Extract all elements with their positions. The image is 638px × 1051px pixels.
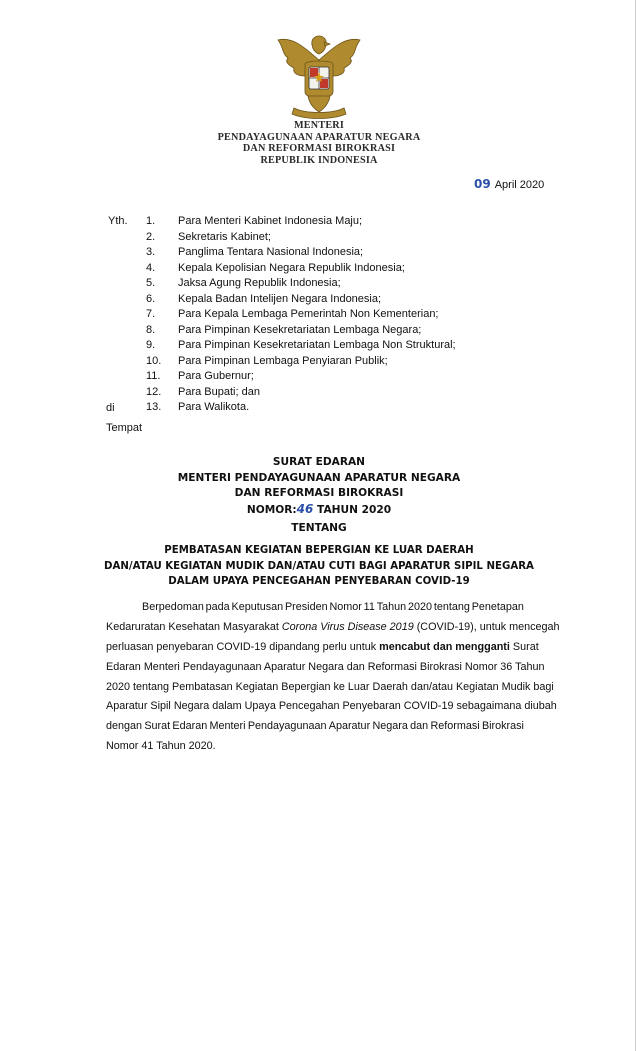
recipient-number: 9.: [146, 339, 156, 351]
title-line: SURAT EDARAN: [272, 456, 366, 468]
recipient-item: [146, 401, 456, 417]
recipient-item: [146, 215, 456, 231]
recipient-number: 12.: [146, 385, 162, 398]
recipient-number: 3.: [146, 246, 156, 258]
recipient-item: [146, 231, 456, 247]
tempat-label: Tempat: [106, 422, 143, 434]
word: Negara: [372, 720, 408, 733]
word: Reformasi: [430, 720, 480, 733]
recipient-number: 2.: [146, 230, 156, 243]
date-month-year: April 2020: [494, 179, 545, 191]
word: Berpedoman: [142, 601, 204, 613]
word: Edaran: [172, 720, 208, 733]
letterhead-line: REPUBLIK INDONESIA: [260, 154, 378, 166]
recipient-text: Sekretaris Kabinet;: [178, 230, 271, 243]
recipient-number: 11.: [146, 370, 161, 382]
recipient-text: Jaksa Agung Republik Indonesia;: [178, 277, 341, 289]
word: 2020: [407, 601, 432, 613]
word: dengan: [106, 720, 143, 733]
word: Tahun: [376, 601, 407, 613]
date-day-handwritten: 09: [474, 177, 491, 191]
recipient-text: Para Gubernur;: [178, 370, 254, 382]
document-title: [0, 455, 638, 517]
body-line: 2020 tentang Pembatasan Kegiatan Bepergian ke Luar Daerah dan/atau Kegiatan Mudik bagi: [106, 680, 554, 693]
word: Presiden: [284, 601, 328, 613]
word: Pendayagunaan: [247, 720, 327, 733]
word: 11: [363, 601, 375, 613]
word: tentang: [433, 601, 470, 613]
text-run: Surat: [509, 640, 539, 653]
recipient-text: Para Menteri Kabinet Indonesia Maju;: [178, 215, 363, 227]
recipient-item: [146, 277, 456, 293]
letterhead-line: DAN REFORMASI BIROKRASI: [242, 143, 396, 155]
text-run: Kedaruratan Kesehatan Masyarakat: [106, 620, 282, 633]
yth-label: Yth.: [108, 215, 128, 227]
recipient-text: Para Pimpinan Lembaga Penyiaran Publik;: [178, 354, 388, 367]
recipient-item: [146, 324, 456, 340]
text-run: (COVID-19), untuk mencegah: [413, 620, 560, 633]
word: Nomor: [329, 601, 362, 613]
recipient-item: [146, 370, 456, 386]
recipient-number: 8.: [146, 323, 156, 336]
nomor-suffix: TAHUN 2020: [313, 503, 392, 516]
title-line: MENTERI PENDAYAGUNAAN APARATUR NEGARA: [177, 471, 461, 484]
word: Penetapan: [471, 601, 524, 613]
recipient-item: [146, 246, 456, 262]
body-line: Nomor 41 Tahun 2020.: [106, 740, 216, 753]
bold-term: mencabut dan mengganti: [379, 640, 510, 653]
recipient-item: [146, 308, 456, 324]
title-line: DAN REFORMASI BIROKRASI: [234, 487, 404, 500]
subject-heading: [0, 543, 638, 590]
body-line: [106, 618, 560, 638]
word: Keputusan: [231, 601, 284, 613]
nomor-number-handwritten: 46: [296, 501, 314, 516]
nomor-line: [0, 502, 638, 518]
recipient-text: Para Kepala Lembaga Pemerintah Non Kementerian;: [178, 308, 439, 320]
recipient-item: [146, 355, 456, 371]
word: Surat: [144, 720, 171, 733]
recipient-number: 4.: [146, 261, 156, 274]
word: Menteri: [209, 720, 246, 733]
word: dan: [410, 720, 429, 733]
tentang-heading: TENTANG: [291, 522, 347, 534]
body-paragraph: [106, 598, 560, 757]
subject-line: DAN/ATAU KEGIATAN MUDIK DAN/ATAU CUTI BAGI APARATUR SIPIL NEGARA: [104, 560, 534, 572]
recipient-text: Para Pimpinan Kesekretariatan Lembaga Non Struktural;: [178, 339, 456, 351]
di-label: di: [106, 402, 115, 414]
word: Aparatur: [328, 720, 371, 733]
recipient-item: [146, 262, 456, 278]
recipient-item: [146, 293, 456, 309]
word: Birokrasi: [481, 720, 524, 733]
letterhead-line: MENTERI: [293, 120, 345, 131]
recipient-number: 7.: [146, 308, 156, 320]
letterhead-line: PENDAYAGUNAAN APARATUR NEGARA: [217, 131, 421, 143]
nomor-prefix: NOMOR:: [246, 503, 297, 516]
recipient-text: Kepala Kepolisian Negara Republik Indonesia;: [178, 261, 405, 274]
letter-date: [474, 177, 544, 191]
body-line: [106, 717, 524, 737]
italic-term: Corona Virus Disease 2019: [281, 620, 414, 633]
recipient-text: Kepala Badan Intelijen Negara Indonesia;: [178, 292, 382, 305]
body-line: Edaran Menteri Pendayagunaan Aparatur Negara dan Reformasi Birokrasi Nomor 36 Tahun: [106, 660, 545, 673]
recipient-text: Para Bupati; dan: [178, 385, 260, 398]
recipient-list: [146, 215, 456, 417]
subject-line: PEMBATASAN KEGIATAN BEPERGIAN KE LUAR DAERAH: [164, 545, 474, 556]
recipient-item: [146, 339, 456, 355]
recipient-number: 6.: [146, 292, 156, 305]
body-line: [106, 598, 524, 618]
word: pada: [205, 601, 230, 613]
recipient-text: Para Walikota.: [178, 401, 250, 413]
recipient-number: 13.: [146, 401, 162, 413]
recipient-item: [146, 386, 456, 402]
body-line: [106, 638, 539, 658]
recipient-number: 5.: [146, 277, 156, 289]
text-run: perluasan penyebaran COVID-19 dipandang perlu untuk: [106, 640, 380, 653]
recipient-number: 10.: [146, 354, 162, 367]
body-line: Aparatur Sipil Negara dalam Upaya Pencegahan Penyebaran COVID-19 sebagaimana diubah: [106, 700, 557, 713]
recipient-number: 1.: [146, 215, 156, 227]
recipient-text: Panglima Tentara Nasional Indonesia;: [178, 246, 364, 258]
recipient-text: Para Pimpinan Kesekretariatan Lembaga Negara;: [178, 323, 422, 336]
garuda-emblem-icon: [272, 30, 366, 120]
letterhead: [0, 120, 638, 166]
subject-line: DALAM UPAYA PENCEGAHAN PENYEBARAN COVID-19: [168, 576, 470, 588]
